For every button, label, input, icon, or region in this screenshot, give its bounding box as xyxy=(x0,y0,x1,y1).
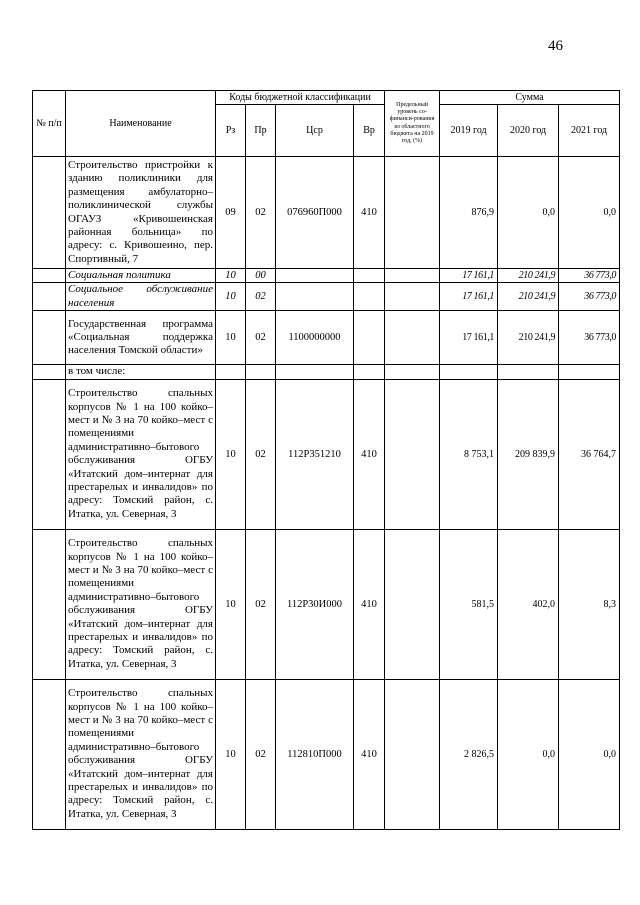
row-vr: 410 xyxy=(354,157,385,269)
row-2021: 36 773,0 xyxy=(559,283,620,311)
row-name: Социальное обслуживание населения xyxy=(66,283,216,311)
row-2019: 581,5 xyxy=(440,529,498,679)
header-2021: 2021 год xyxy=(559,105,620,157)
table-row xyxy=(33,311,620,365)
row-rz: 10 xyxy=(216,283,246,311)
row-2020: 0,0 xyxy=(498,157,559,269)
row-num xyxy=(33,529,66,679)
row-2021: 8,3 xyxy=(559,529,620,679)
row-2020: 209 839,9 xyxy=(498,379,559,529)
row-name: Строительство спальных корпусов № 1 на 100 койко–мест и № 3 на 70 койко–мест с помещениями административно–бытового обслуживания ОГБУ «Итатский дом–интернат для престарелых и инвалидов» по адресу: Томский район, с. Итатка, ул. Северная, 3 xyxy=(66,529,216,679)
row-pr: 02 xyxy=(246,529,276,679)
row-limit xyxy=(385,379,440,529)
row-csr xyxy=(276,283,354,311)
row-pr: 00 xyxy=(246,269,276,283)
row-num xyxy=(33,283,66,311)
header-rz: Рз xyxy=(216,105,246,157)
header-sum: Сумма xyxy=(440,91,620,105)
row-vr: 410 xyxy=(354,679,385,829)
table-row xyxy=(33,365,620,379)
budget-table xyxy=(32,90,620,830)
header-csr: Цср xyxy=(276,105,354,157)
row-2021: 36 773,0 xyxy=(559,269,620,283)
header-pr: Пр xyxy=(246,105,276,157)
row-name: Государственная программа «Социальная поддержка населения Томской области» xyxy=(66,311,216,365)
row-2019: 17 161,1 xyxy=(440,283,498,311)
row-csr xyxy=(276,365,354,379)
row-2019: 17 161,1 xyxy=(440,311,498,365)
row-num xyxy=(33,269,66,283)
row-pr: 02 xyxy=(246,311,276,365)
row-2019: 8 753,1 xyxy=(440,379,498,529)
row-2021: 0,0 xyxy=(559,157,620,269)
row-2020: 0,0 xyxy=(498,679,559,829)
row-rz: 10 xyxy=(216,379,246,529)
row-rz: 09 xyxy=(216,157,246,269)
row-2021: 0,0 xyxy=(559,679,620,829)
table-row xyxy=(33,283,620,311)
header-codes: Коды бюджетной классификации xyxy=(216,91,385,105)
row-pr: 02 xyxy=(246,157,276,269)
row-2020: 210 241,9 xyxy=(498,269,559,283)
header-2019: 2019 год xyxy=(440,105,498,157)
row-num xyxy=(33,311,66,365)
row-vr xyxy=(354,311,385,365)
row-limit xyxy=(385,269,440,283)
row-num xyxy=(33,157,66,269)
row-name: Строительство спальных корпусов № 1 на 100 койко–мест и № 3 на 70 койко–мест с помещениями административно–бытового обслуживания ОГБУ «Итатский дом–интернат для престарелых и инвалидов» по адресу: Томский район, с. Итатка, ул. Северная, 3 xyxy=(66,379,216,529)
row-num xyxy=(33,679,66,829)
row-pr: 02 xyxy=(246,283,276,311)
row-pr: 02 xyxy=(246,379,276,529)
table-row xyxy=(33,269,620,283)
row-name: Строительство пристройки к зданию поликлиники для размещения амбулаторно–поликлинической службы ОГАУЗ «Кривошеинская районная больница» по адресу: с. Кривошеино, пер. Спортивный, 7 xyxy=(66,157,216,269)
row-limit xyxy=(385,365,440,379)
row-vr xyxy=(354,283,385,311)
table-row xyxy=(33,529,620,679)
row-name: Социальная политика xyxy=(66,269,216,283)
row-rz: 10 xyxy=(216,269,246,283)
row-2020: 402,0 xyxy=(498,529,559,679)
row-csr: 1100000000 xyxy=(276,311,354,365)
row-limit xyxy=(385,311,440,365)
page-number: 46 xyxy=(548,38,563,54)
row-pr: 02 xyxy=(246,679,276,829)
row-csr: 076960П000 xyxy=(276,157,354,269)
row-vr xyxy=(354,269,385,283)
row-rz: 10 xyxy=(216,529,246,679)
row-2021: 36 773,0 xyxy=(559,311,620,365)
row-num xyxy=(33,365,66,379)
row-2020: 210 241,9 xyxy=(498,283,559,311)
row-limit xyxy=(385,529,440,679)
row-name: в том числе: xyxy=(66,365,216,379)
row-rz: 10 xyxy=(216,311,246,365)
header-name: Наименование xyxy=(66,91,216,157)
row-num xyxy=(33,379,66,529)
row-csr: 112P30И000 xyxy=(276,529,354,679)
header-num: № п/п xyxy=(33,91,66,157)
row-2021 xyxy=(559,365,620,379)
row-2020 xyxy=(498,365,559,379)
row-csr: 112P351210 xyxy=(276,379,354,529)
row-limit xyxy=(385,283,440,311)
row-limit xyxy=(385,679,440,829)
row-2019: 876,9 xyxy=(440,157,498,269)
row-name: Строительство спальных корпусов № 1 на 100 койко–мест и № 3 на 70 койко–мест с помещениями административно–бытового обслуживания ОГБУ «Итатский дом–интернат для престарелых и инвалидов» по адресу: Томский район, с. Итатка, ул. Северная, 3 xyxy=(66,679,216,829)
row-rz: 10 xyxy=(216,679,246,829)
table-row xyxy=(33,157,620,269)
header-2020: 2020 год xyxy=(498,105,559,157)
table-row xyxy=(33,679,620,829)
row-2020: 210 241,9 xyxy=(498,311,559,365)
row-vr xyxy=(354,365,385,379)
header-vr: Вр xyxy=(354,105,385,157)
row-csr: 112810П000 xyxy=(276,679,354,829)
row-limit xyxy=(385,157,440,269)
row-vr: 410 xyxy=(354,379,385,529)
row-2019 xyxy=(440,365,498,379)
row-2021: 36 764,7 xyxy=(559,379,620,529)
table-row xyxy=(33,379,620,529)
row-vr: 410 xyxy=(354,529,385,679)
row-rz xyxy=(216,365,246,379)
row-csr xyxy=(276,269,354,283)
header-limit: Предельный уровень со-финанси-рования из областного бюджета на 2019 год, (%) xyxy=(385,91,440,157)
row-pr xyxy=(246,365,276,379)
row-2019: 2 826,5 xyxy=(440,679,498,829)
row-2019: 17 161,1 xyxy=(440,269,498,283)
